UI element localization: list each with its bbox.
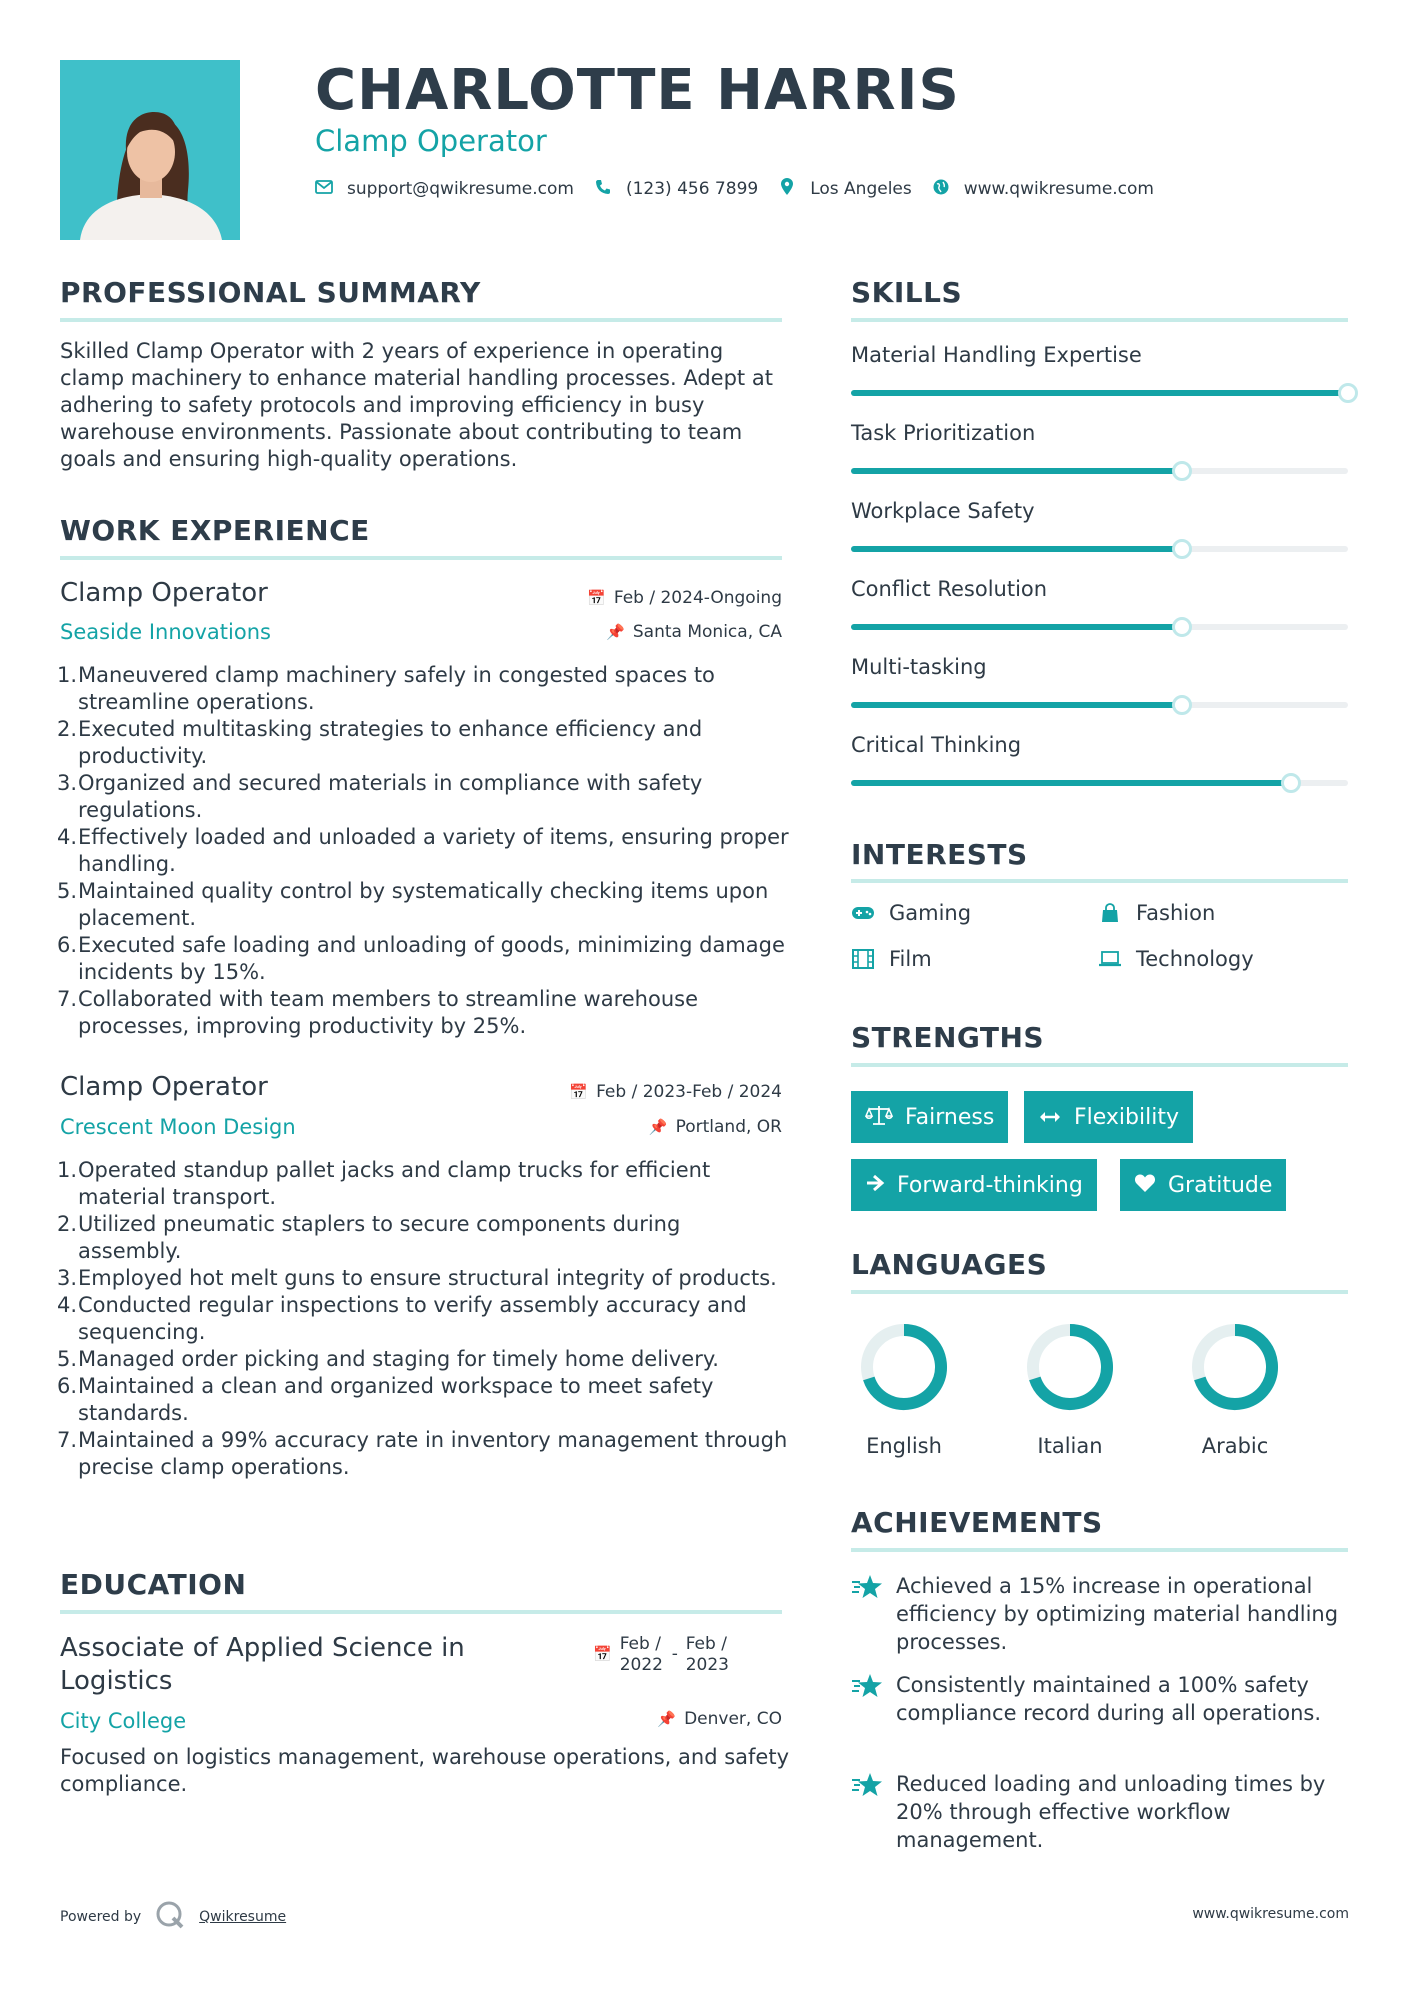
- footer-branding: [60, 1900, 286, 1934]
- education-start: Feb / 2022: [619, 1634, 663, 1675]
- job-company: Crescent Moon Design: [60, 1115, 296, 1139]
- website-text: www.qwikresume.com: [963, 179, 1154, 199]
- star-icon: [851, 1673, 883, 1705]
- list-item: 5. Managed order picking and staging for timely home delivery.: [57, 1347, 719, 1371]
- job-bullets: [57, 1157, 790, 1481]
- job-dates-text: Feb / 2023-Feb / 2024: [596, 1082, 782, 1102]
- achievement-item: [851, 1572, 1351, 1656]
- job-title: Clamp Operator: [60, 1072, 268, 1102]
- skill-bar-knob: [1172, 539, 1192, 559]
- language-label: English: [866, 1434, 942, 1458]
- skill-label: Multi-tasking: [851, 655, 987, 679]
- list-item: 7. Maintained a 99% accuracy rate in inventory management through precise clamp operations.: [57, 1428, 788, 1479]
- skill-label: Conflict Resolution: [851, 577, 1048, 601]
- strength-badge: [851, 1091, 1008, 1143]
- skill-bar-knob: [1338, 383, 1358, 403]
- interests-heading: INTERESTS: [851, 838, 1028, 871]
- powered-by-text: Powered by: [60, 1909, 142, 1925]
- skill-label: Material Handling Expertise: [851, 343, 1142, 367]
- job-location: [649, 1117, 782, 1137]
- contact-email[interactable]: [315, 179, 574, 199]
- qwikresume-logo-icon: [155, 1900, 185, 1934]
- interests-divider: [851, 879, 1348, 883]
- achievement-item: [851, 1770, 1351, 1854]
- interest-item: [1098, 947, 1254, 971]
- language-label: Arabic: [1201, 1434, 1269, 1458]
- strength-badge: [851, 1159, 1097, 1211]
- education-location-text: Denver, CO: [684, 1709, 782, 1729]
- job-dates: [569, 1082, 782, 1102]
- email-text: support@qwikresume.com: [347, 179, 574, 199]
- school-name: City College: [60, 1709, 187, 1733]
- language-label: Italian: [1037, 1434, 1103, 1458]
- achievement-item: [851, 1671, 1351, 1727]
- achievement-text: Achieved a 15% increase in operational efficiency by optimizing material handling processes.: [896, 1574, 1339, 1654]
- education-divider: [60, 1610, 782, 1614]
- arrow-right-icon: [865, 1173, 885, 1197]
- job-location: [606, 622, 782, 642]
- list-item: 6. Executed safe loading and unloading of goods, minimizing damage incidents by 15%.: [57, 933, 785, 984]
- list-item: 1. Operated standup pallet jacks and clamp trucks for efficient material transport.: [57, 1158, 711, 1209]
- education-date-separator: -: [671, 1644, 678, 1664]
- job-location-text: Portland, OR: [675, 1117, 782, 1137]
- list-item: 1. Maneuvered clamp machinery safely in congested spaces to streamline operations.: [57, 663, 715, 714]
- achievements-divider: [851, 1548, 1348, 1552]
- education-dates: [593, 1634, 738, 1676]
- skill-label: Task Prioritization: [851, 421, 1036, 445]
- star-icon: [851, 1772, 883, 1804]
- language-ring: [1025, 1322, 1115, 1412]
- summary-divider: [60, 318, 782, 322]
- pin-icon: 📌: [606, 623, 625, 641]
- skill-bar-fill: [851, 624, 1182, 630]
- education-location: [657, 1709, 782, 1729]
- list-item: 6. Maintained a clean and organized workspace to meet safety standards.: [57, 1374, 714, 1425]
- skill-bar-fill: [851, 780, 1291, 786]
- skill-bar-knob: [1172, 695, 1192, 715]
- interest-label: Gaming: [889, 901, 972, 925]
- envelope-icon: [315, 179, 333, 199]
- language-ring: [1190, 1322, 1280, 1412]
- laptop-icon: [1098, 950, 1122, 968]
- footer-website[interactable]: www.qwikresume.com: [1192, 1906, 1349, 1922]
- skill-bar-fill: [851, 468, 1182, 474]
- star-icon: [851, 1574, 883, 1606]
- achievement-text: Reduced loading and unloading times by 20% through effective workflow management.: [896, 1772, 1326, 1852]
- skill-bar-knob: [1172, 617, 1192, 637]
- contact-location: [778, 178, 912, 200]
- job-title: Clamp Operator: [60, 578, 268, 608]
- skill-label: Workplace Safety: [851, 499, 1035, 523]
- achievements-heading: ACHIEVEMENTS: [851, 1506, 1103, 1539]
- arrows-horizontal-icon: [1038, 1105, 1062, 1129]
- skill-bar: [851, 468, 1348, 474]
- location-text: Los Angeles: [810, 179, 912, 199]
- list-item: 7. Collaborated with team members to streamline warehouse processes, improving productivity by 25%.: [57, 987, 698, 1038]
- language-item: [1165, 1322, 1305, 1458]
- list-item: 2. Executed multitasking strategies to enhance efficiency and productivity.: [57, 717, 703, 768]
- list-item: 4. Effectively loaded and unloaded a variety of items, ensuring proper handling.: [57, 825, 789, 876]
- contact-website[interactable]: [932, 179, 1154, 200]
- languages-divider: [851, 1290, 1348, 1294]
- skill-bar: [851, 702, 1348, 708]
- list-item: 4. Conducted regular inspections to verify assembly accuracy and sequencing.: [57, 1293, 747, 1344]
- skills-divider: [851, 318, 1348, 322]
- contact-phone[interactable]: [594, 179, 758, 200]
- calendar-icon: 📅: [587, 589, 606, 607]
- languages-heading: LANGUAGES: [851, 1248, 1048, 1281]
- interest-item: [851, 901, 971, 925]
- job-dates: [587, 588, 782, 608]
- interest-label: Fashion: [1136, 901, 1216, 925]
- gamepad-icon: [851, 905, 875, 921]
- candidate-name: CHARLOTTE HARRIS: [315, 58, 960, 123]
- experience-divider: [60, 556, 782, 560]
- strength-label: Fairness: [905, 1104, 995, 1130]
- education-end: Feb / 2023: [685, 1634, 729, 1675]
- language-item: [1000, 1322, 1140, 1458]
- contact-row: [315, 178, 1174, 200]
- pin-icon: 📌: [657, 1710, 677, 1728]
- education-description: Focused on logistics management, warehouse operations, and safety compliance.: [60, 1745, 790, 1796]
- skill-bar-knob: [1172, 461, 1192, 481]
- job-company: Seaside Innovations: [60, 620, 271, 644]
- list-item: 2. Utilized pneumatic staplers to secure components during assembly.: [57, 1212, 681, 1263]
- language-item: [834, 1322, 974, 1458]
- heart-icon: [1134, 1173, 1156, 1198]
- list-item: 3. Employed hot melt guns to ensure structural integrity of products.: [57, 1266, 777, 1290]
- strength-label: Forward-thinking: [897, 1172, 1083, 1198]
- globe-icon: [932, 179, 950, 200]
- balance-scale-icon: [865, 1104, 893, 1131]
- list-item: 3. Organized and secured materials in compliance with safety regulations.: [57, 771, 703, 822]
- film-icon: [851, 949, 875, 969]
- skills-heading: SKILLS: [851, 276, 963, 309]
- qwikresume-link[interactable]: Qwikresume: [199, 1909, 287, 1925]
- map-marker-icon: [778, 178, 796, 200]
- skill-bar: [851, 624, 1348, 630]
- interest-item: [1098, 901, 1215, 925]
- interest-label: Technology: [1136, 947, 1254, 971]
- phone-text: (123) 456 7899: [625, 179, 759, 199]
- summary-text: Skilled Clamp Operator with 2 years of experience in operating clamp machinery to enhance material handling processes. Adept at adhering to safety protocols and improving efficiency in busy warehouse environments. Passionate about contributing to team goals and ensuring high-quality operations.: [60, 339, 773, 471]
- education-heading: EDUCATION: [60, 1568, 247, 1601]
- list-item: 5. Maintained quality control by systematically checking items upon placement.: [57, 879, 769, 930]
- calendar-icon: 📅: [569, 1083, 589, 1101]
- profile-photo: [60, 60, 240, 240]
- skill-bar: [851, 780, 1348, 786]
- job-location-text: Santa Monica, CA: [632, 622, 782, 642]
- skill-bar: [851, 390, 1348, 396]
- job-bullets: [57, 662, 790, 1040]
- job-dates-text: Feb / 2024-Ongoing: [613, 588, 782, 608]
- achievement-text: Consistently maintained a 100% safety compliance record during all operations.: [896, 1673, 1322, 1725]
- interest-item: [851, 947, 932, 971]
- skill-bar: [851, 546, 1348, 552]
- strengths-divider: [851, 1063, 1348, 1067]
- skill-label: Critical Thinking: [851, 733, 1022, 757]
- candidate-title: Clamp Operator: [315, 124, 547, 158]
- skill-bar-fill: [851, 702, 1182, 708]
- strength-label: Gratitude: [1168, 1172, 1273, 1198]
- interest-label: Film: [889, 947, 932, 971]
- strength-badge: [1024, 1091, 1193, 1143]
- strength-badge: [1120, 1159, 1286, 1211]
- language-ring: [859, 1322, 949, 1412]
- skill-bar-fill: [851, 390, 1348, 396]
- shopping-bag-icon: [1098, 903, 1122, 923]
- strengths-heading: STRENGTHS: [851, 1021, 1045, 1054]
- phone-icon: [594, 179, 612, 200]
- calendar-icon: 📅: [593, 1645, 612, 1663]
- summary-heading: PROFESSIONAL SUMMARY: [60, 276, 481, 309]
- strength-label: Flexibility: [1074, 1104, 1179, 1130]
- experience-heading: WORK EXPERIENCE: [60, 514, 370, 547]
- skill-bar-fill: [851, 546, 1182, 552]
- degree-title: Associate of Applied Science in Logistics: [60, 1633, 465, 1696]
- avatar-illustration: [60, 60, 240, 240]
- skill-bar-knob: [1281, 773, 1301, 793]
- pin-icon: 📌: [648, 1118, 668, 1136]
